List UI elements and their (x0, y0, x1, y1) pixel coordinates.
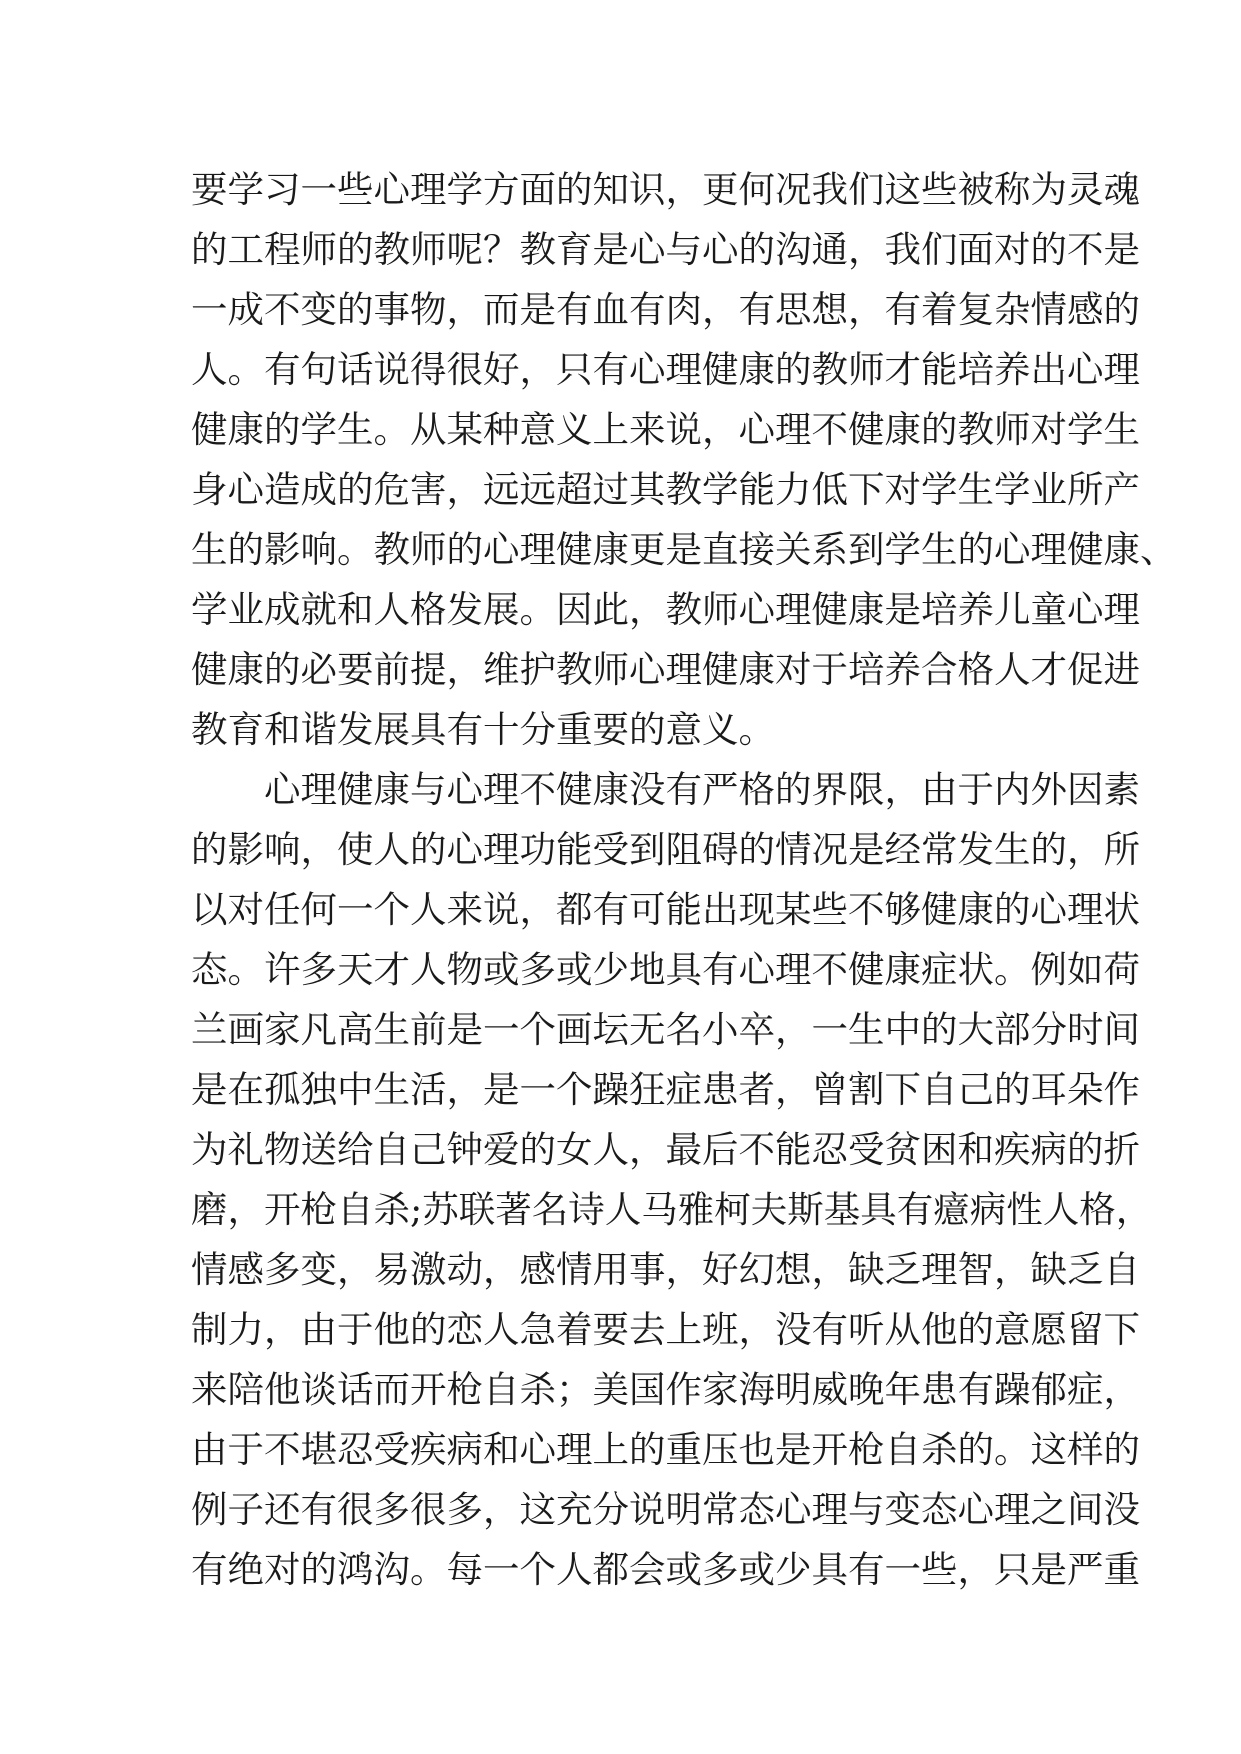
text-line: 来陪他谈话而开枪自杀；美国作家海明威晚年患有躁郁症， (191, 1368, 1140, 1411)
body-text (191, 160, 1177, 1600)
text-line: 人。有句话说得很好，只有心理健康的教师才能培养出心理 (191, 348, 1140, 391)
text-line: 要学习一些心理学方面的知识，更何况我们这些被称为灵魂 (191, 168, 1140, 211)
text-line: 一成不变的事物，而是有血有肉，有思想，有着复杂情感的 (191, 288, 1140, 331)
text-line: 心理健康与心理不健康没有严格的界限，由于内外因素 (264, 768, 1140, 811)
text-line: 为礼物送给自己钟爱的女人，最后不能忍受贫困和疾病的折 (191, 1128, 1140, 1171)
text-line: 的影响，使人的心理功能受到阻碍的情况是经常发生的，所 (191, 828, 1140, 871)
text-line: 健康的必要前提，维护教师心理健康对于培养合格人才促进 (191, 648, 1140, 691)
text-line: 磨，开枪自杀;苏联著名诗人马雅柯夫斯基具有癔病性人格， (191, 1188, 1153, 1231)
text-line: 健康的学生。从某种意义上来说，心理不健康的教师对学生 (191, 408, 1140, 451)
text-line: 态。许多天才人物或多或少地具有心理不健康症状。例如荷 (191, 948, 1140, 991)
text-line: 有绝对的鸿沟。每一个人都会或多或少具有一些，只是严重 (191, 1548, 1140, 1591)
text-line: 例子还有很多很多，这充分说明常态心理与变态心理之间没 (191, 1488, 1140, 1531)
text-line: 情感多变，易激动，感情用事，好幻想，缺乏理智，缺乏自 (191, 1248, 1140, 1291)
text-line: 身心造成的危害，远远超过其教学能力低下对学生学业所产 (191, 468, 1140, 511)
text-line: 的工程师的教师呢？教育是心与心的沟通，我们面对的不是 (191, 228, 1140, 271)
text-line: 教育和谐发展具有十分重要的意义。 (191, 708, 775, 751)
text-line: 兰画家凡高生前是一个画坛无名小卒，一生中的大部分时间 (191, 1008, 1140, 1051)
text-line: 生的影响。教师的心理健康更是直接关系到学生的心理健康、 (191, 528, 1177, 571)
text-line: 是在孤独中生活，是一个躁狂症患者，曾割下自己的耳朵作 (191, 1068, 1140, 1111)
text-line: 由于不堪忍受疾病和心理上的重压也是开枪自杀的。这样的 (191, 1428, 1140, 1471)
text-line: 以对任何一个人来说，都有可能出现某些不够健康的心理状 (191, 888, 1140, 931)
text-line: 制力，由于他的恋人急着要去上班，没有听从他的意愿留下 (191, 1308, 1140, 1351)
text-line: 学业成就和人格发展。因此，教师心理健康是培养儿童心理 (191, 588, 1140, 631)
